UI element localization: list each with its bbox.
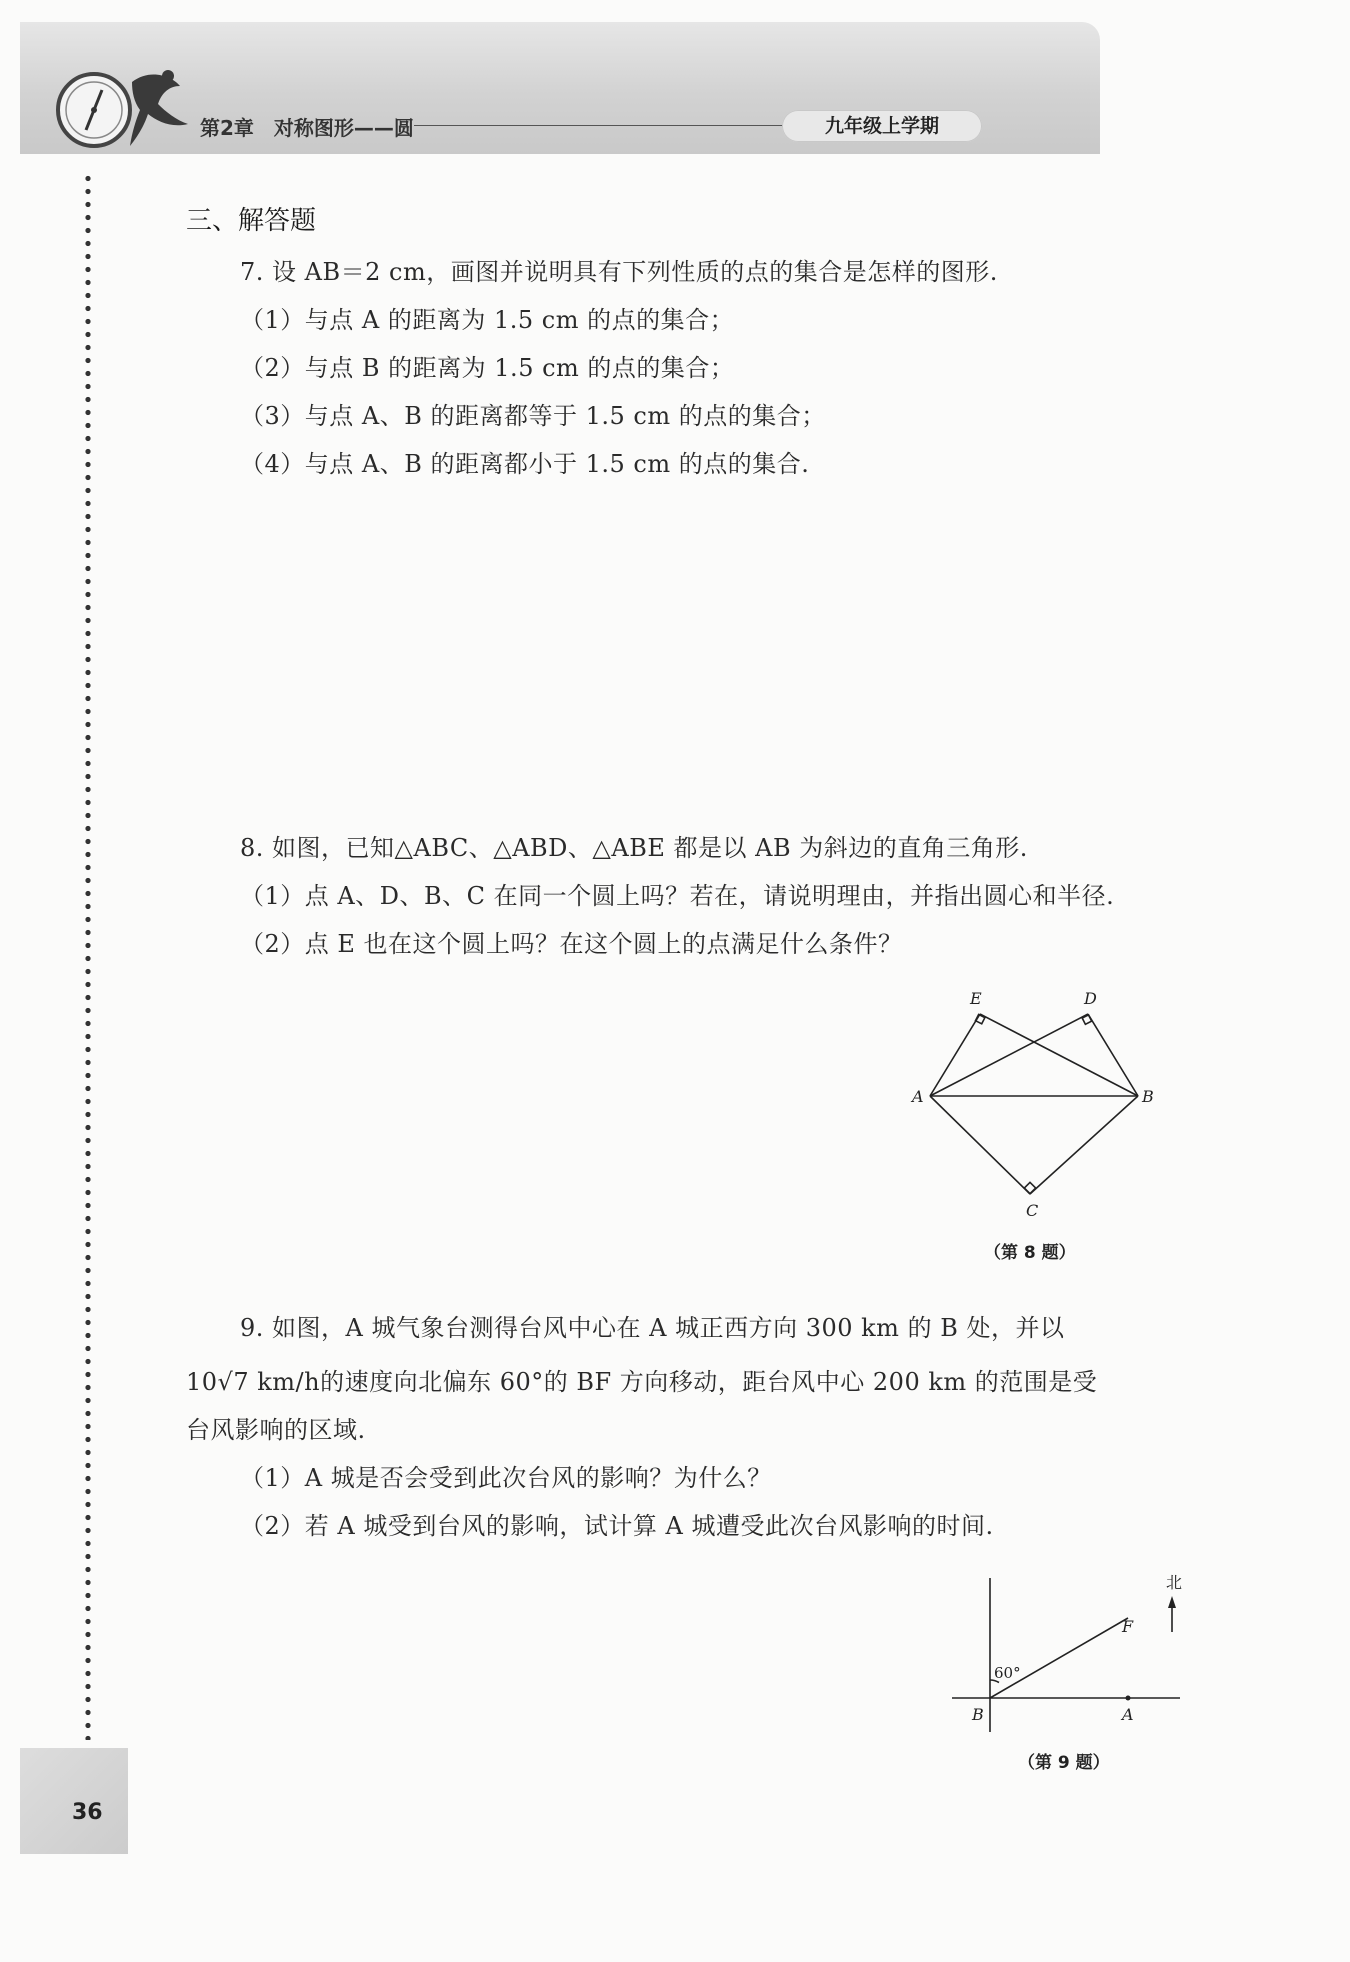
- q8-stem: 8. 如图，已知△ABC、△ABD、△ABE 都是以 AB 为斜边的直角三角形.: [240, 834, 1028, 862]
- point-a-dot: [1126, 1696, 1131, 1701]
- label-e: E: [970, 989, 982, 1008]
- q7-part-3: （3）与点 A、B 的距离都等于 1.5 cm 的点的集合；: [240, 402, 826, 430]
- angle-label: 60°: [994, 1664, 1021, 1682]
- q8-part-2: （2）点 E 也在这个圆上吗？在这个圆上的点满足什么条件？: [240, 930, 903, 958]
- q9-figure: [940, 1560, 1200, 1740]
- north-arrow-icon: [1168, 1596, 1176, 1608]
- label-b: B: [972, 1705, 984, 1724]
- chapter-title: 第2章 对称图形——圆: [200, 116, 414, 140]
- label-f: F: [1122, 1617, 1134, 1636]
- q8-caption: （第 8 题）: [984, 1243, 1076, 1263]
- segment-eb: [980, 1014, 1138, 1096]
- q9-stem-line-2: 10√7 km/h的速度向北偏东 60°的 BF 方向移动，距台风中心 200 km 的范围是受: [186, 1368, 1098, 1396]
- q7-part-4: （4）与点 A、B 的距离都小于 1.5 cm 的点的集合.: [240, 450, 810, 478]
- q7-part-2: （2）与点 B 的距离为 1.5 cm 的点的集合；: [240, 354, 735, 382]
- segment-ac: [930, 1096, 1030, 1194]
- north-label: 北: [1166, 1573, 1183, 1592]
- label-a: A: [912, 1087, 924, 1106]
- q9-caption: （第 9 题）: [1018, 1753, 1110, 1773]
- label-b: B: [1142, 1087, 1154, 1106]
- q9-stem-line-1: 9. 如图，A 城气象台测得台风中心在 A 城正西方向 300 km 的 B 处，并以: [240, 1314, 1065, 1342]
- q7-stem: 7. 设 AB＝2 cm，画图并说明具有下列性质的点的集合是怎样的图形.: [240, 258, 998, 286]
- section-title: 三、解答题: [186, 206, 317, 236]
- segment-ad: [930, 1014, 1088, 1096]
- q8-figure: [900, 984, 1160, 1224]
- segment-cb: [1030, 1096, 1138, 1194]
- dotted-margin-line: [84, 172, 92, 1740]
- page-number: 36: [72, 1800, 103, 1825]
- term-badge: 九年级上学期: [782, 110, 982, 142]
- q9-stem-line-3: 台风影响的区域.: [186, 1416, 366, 1444]
- compass-runner-logo: [50, 62, 200, 158]
- header-rule: [414, 125, 784, 126]
- label-a: A: [1122, 1705, 1134, 1724]
- q9-part-2: （2）若 A 城受到台风的影响，试计算 A 城遭受此次台风影响的时间.: [240, 1512, 994, 1540]
- segment-bf: [990, 1618, 1128, 1698]
- right-angle-mark-c: [1024, 1182, 1035, 1193]
- q7-part-1: （1）与点 A 的距离为 1.5 cm 的点的集合；: [240, 306, 735, 334]
- q8-part-1: （1）点 A、D、B、C 在同一个圆上吗？若在，请说明理由，并指出圆心和半径.: [240, 882, 1115, 910]
- label-c: C: [1026, 1201, 1039, 1220]
- label-d: D: [1084, 989, 1097, 1008]
- q9-part-1: （1）A 城是否会受到此次台风的影响？为什么？: [240, 1464, 772, 1492]
